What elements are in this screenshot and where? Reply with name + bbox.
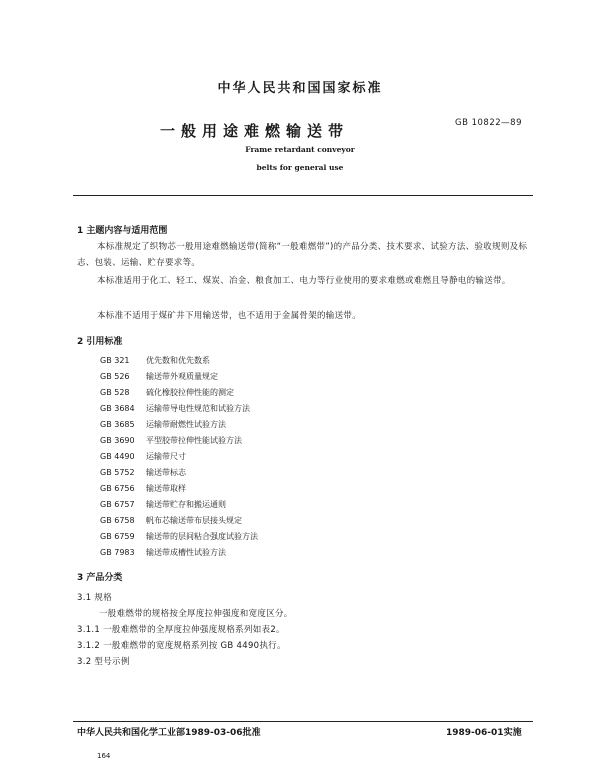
section3-1-text: 一般难燃带的规格按全厚度拉伸强度和宽度区分。 (99, 609, 293, 619)
reference-item (100, 419, 226, 430)
section3-1-1: 3.1.1 一般难燃带的全厚度拉伸强度规格系列如表2。 (77, 625, 285, 635)
page-number: 164 (97, 752, 111, 760)
reference-title: 优先数和优先数系 (146, 356, 210, 365)
reference-code: GB 4490 (100, 452, 135, 461)
reference-item (100, 499, 226, 510)
reference-code: GB 3690 (100, 436, 135, 445)
reference-title: 平型胶带拉伸性能试验方法 (146, 436, 242, 445)
reference-title: 输送带贮存和搬运通则 (146, 500, 226, 509)
section3-heading: 3 产品分类 (77, 573, 123, 583)
section1-paragraph2: 本标准适用于化工、轻工、煤炭、冶金、粮食加工、电力等行业使用的要求难燃或难燃且导静电的输送带。 (97, 276, 511, 286)
reference-title: 硫化橡胶拉伸性能的测定 (146, 388, 234, 397)
reference-item (100, 371, 218, 382)
national-standard-heading: 中华人民共和国国家标准 (217, 81, 383, 96)
reference-code: GB 6759 (100, 532, 135, 541)
reference-code: GB 6756 (100, 484, 135, 493)
section3-2-heading: 3.2 型号示例 (77, 657, 130, 667)
section2-heading: 2 引用标准 (77, 337, 123, 347)
reference-title: 帆布芯输送带布层接头规定 (146, 516, 242, 525)
reference-item (100, 547, 226, 558)
reference-code: GB 5752 (100, 468, 135, 477)
reference-title: 输送带取样 (146, 484, 186, 493)
reference-title: 运输带耐燃性试验方法 (146, 420, 226, 429)
reference-item (100, 435, 242, 446)
section1-heading: 1 主题内容与适用范围 (77, 226, 168, 236)
reference-code: GB 3685 (100, 420, 135, 429)
reference-title: 输送带标志 (146, 468, 186, 477)
reference-item (100, 451, 186, 462)
english-title-line1: Frame retardant conveyor (245, 145, 355, 154)
english-title-line2: belts for general use (256, 163, 344, 172)
section3-1-2: 3.1.2 一般难燃带的宽度规格系列按 GB 4490执行。 (77, 641, 286, 651)
reference-title: 输送带的层间粘合强度试验方法 (146, 532, 258, 541)
reference-item (100, 387, 234, 398)
reference-code: GB 3684 (100, 404, 135, 413)
top-divider (73, 195, 533, 196)
reference-item (100, 355, 210, 366)
reference-code: GB 526 (100, 372, 130, 381)
reference-code: GB 7983 (100, 548, 135, 557)
reference-code: GB 321 (100, 356, 130, 365)
reference-code: GB 6757 (100, 500, 135, 509)
section1-paragraph3: 本标准不适用于煤矿井下用输送带，也不适用于金属骨架的输送带。 (97, 311, 362, 321)
reference-title: 输送带外观质量规定 (146, 372, 218, 381)
reference-title: 运输带导电性规范和试验方法 (146, 404, 250, 413)
section3-1-heading: 3.1 规格 (77, 593, 113, 603)
reference-item (100, 515, 242, 526)
reference-item (100, 483, 186, 494)
bottom-divider (73, 721, 533, 722)
section1-paragraph1: 本标准规定了织物芯一般用途难燃输送带(简称“一般难燃带”)的产品分类、技术要求、试验方法、验收规则及标志、包装、运输、贮存要求等。 (77, 242, 528, 268)
reference-code: GB 528 (100, 388, 130, 397)
implementation-date: 1989-06-01实施 (446, 728, 522, 738)
document-title: 一般用途难燃输送带 (160, 122, 350, 140)
reference-title: 运输带尺寸 (146, 452, 186, 461)
reference-code: GB 6758 (100, 516, 135, 525)
approval-line: 中华人民共和国化学工业部1989-03-06批准 (77, 728, 261, 738)
standard-number: GB 10822—89 (455, 118, 522, 128)
reference-item (100, 531, 258, 542)
reference-title: 输送带成槽性试验方法 (146, 548, 226, 557)
reference-item (100, 403, 250, 414)
reference-item (100, 467, 186, 478)
